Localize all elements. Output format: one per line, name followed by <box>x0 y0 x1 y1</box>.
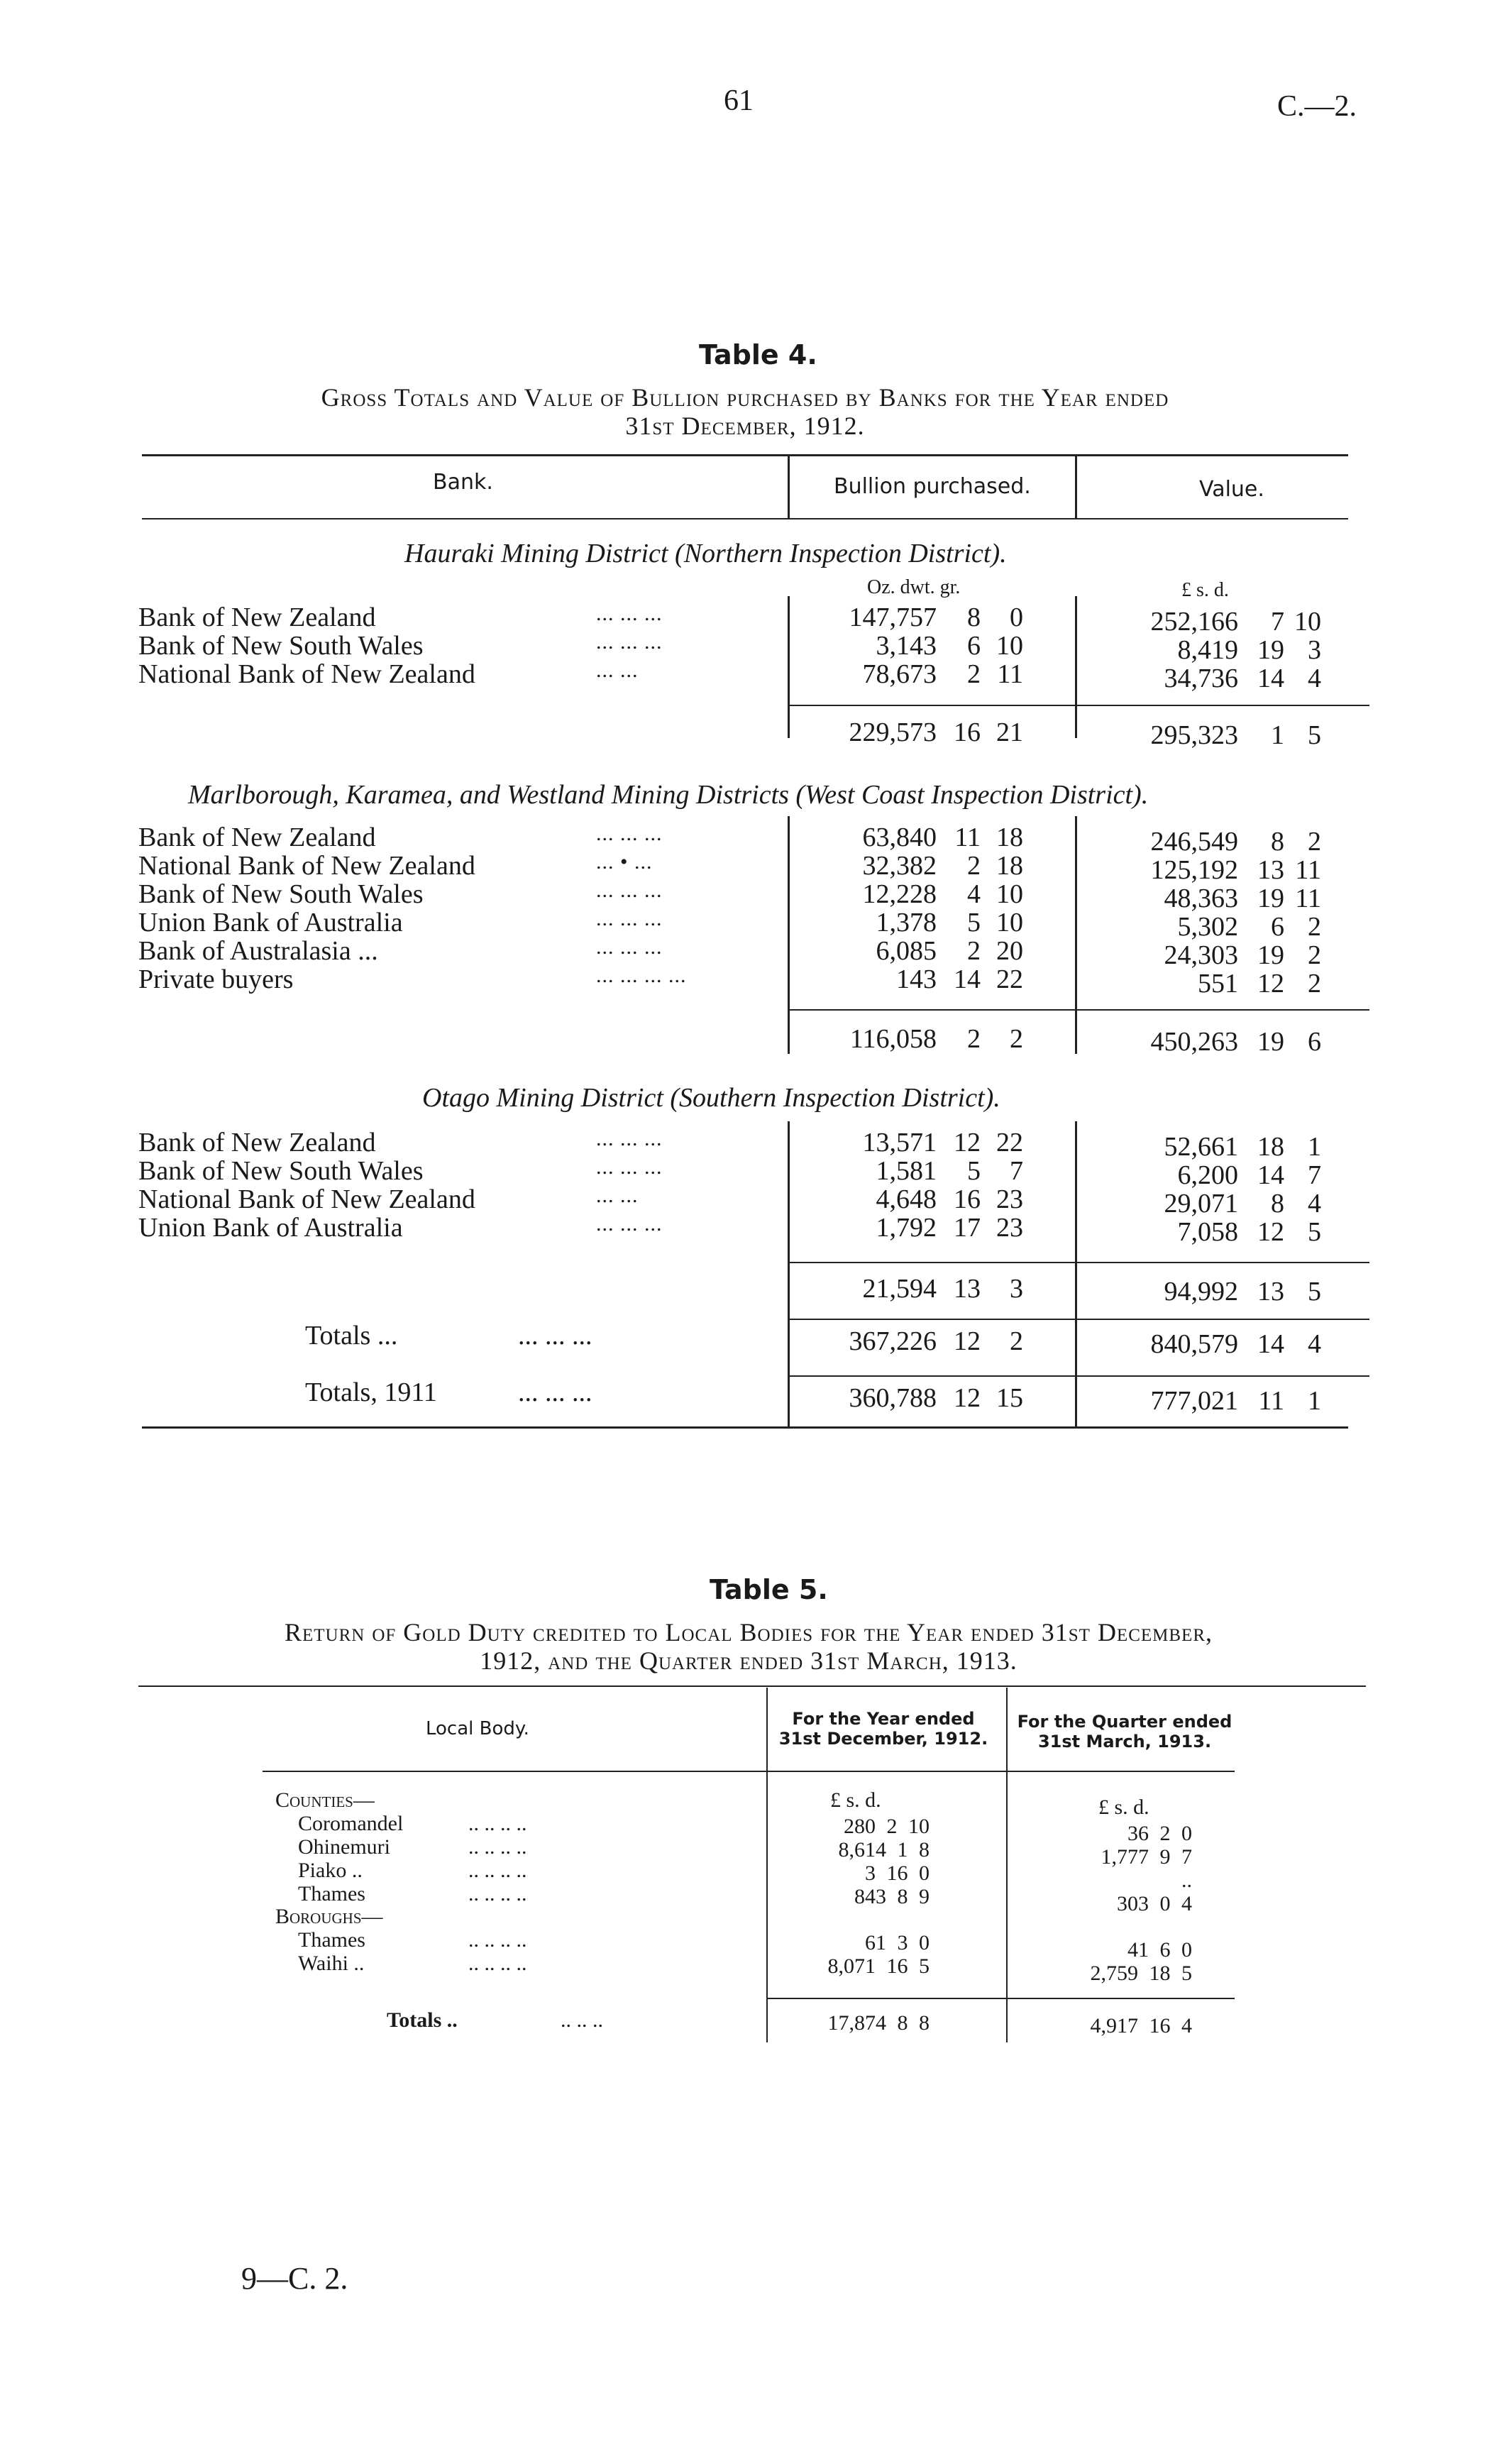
value-shillings: 12 <box>1257 969 1284 999</box>
bullion-dwt: 4 <box>967 879 981 909</box>
totals-1911-dots: ... ... ... <box>518 1377 592 1407</box>
value-pence: 7 <box>1308 1160 1321 1190</box>
value-pounds: 125,192 <box>1150 855 1238 885</box>
subtotal-dwt: 13 <box>954 1274 981 1304</box>
year-duty: 61 3 0 <box>865 1931 930 1954</box>
value-pounds: 8,419 <box>1177 635 1238 665</box>
year-duty: 8,071 16 5 <box>827 1954 930 1978</box>
bullion-dwt: 6 <box>967 631 981 661</box>
table4-col-bullion: Bullion purchased. <box>834 474 1031 499</box>
bank-name: National Bank of New Zealand <box>138 851 475 881</box>
totals-dwt: 12 <box>954 1326 981 1356</box>
totals-1911-gr: 15 <box>996 1383 1023 1413</box>
value-pence: 2 <box>1308 940 1321 970</box>
leader-dots: ... ... ... <box>596 1155 663 1179</box>
table5-totals-label: Totals .. <box>387 2008 458 2032</box>
hauraki-subtotal-rule <box>788 705 1369 706</box>
totals-1911-oz: 360,788 <box>849 1383 937 1413</box>
bullion-oz: 4,648 <box>876 1184 937 1214</box>
table5-col-body: Local Body. <box>426 1718 529 1739</box>
local-body-name: Thames <box>298 1882 365 1905</box>
bullion-oz: 147,757 <box>849 603 937 632</box>
subtotal-pence: 5 <box>1308 1277 1321 1307</box>
bullion-gr: 22 <box>996 964 1023 994</box>
quarter-duty: 36 2 0 <box>1127 1822 1192 1845</box>
totals-oz: 367,226 <box>849 1326 937 1356</box>
quarter-duty: 2,759 18 5 <box>1090 1962 1192 1985</box>
subtotal-oz: 116,058 <box>849 1024 937 1054</box>
table5-units-quarter: £ s. d. <box>1098 1795 1149 1819</box>
bullion-dwt: 11 <box>954 823 981 852</box>
bullion-dwt: 5 <box>967 908 981 937</box>
bullion-oz: 1,581 <box>876 1156 937 1186</box>
bullion-oz: 32,382 <box>862 851 937 881</box>
leader-dots: .. .. .. .. <box>468 1882 527 1905</box>
table5-caption-line1: Return of Gold Duty credited to Local Bodies for the Year ended 31st December, <box>284 1618 1213 1646</box>
table4-head-rule <box>142 518 1348 519</box>
leader-dots: .. .. .. .. <box>468 1812 527 1835</box>
totals-1911-label: Totals, 1911 <box>305 1377 437 1407</box>
bank-name: National Bank of New Zealand <box>138 1184 475 1214</box>
value-pence: 5 <box>1308 1217 1321 1247</box>
value-shillings: 18 <box>1257 1132 1284 1162</box>
leader-dots: ... ... <box>596 1184 639 1207</box>
leader-dots: ... ... ... <box>596 602 663 625</box>
table5-title: Table 5. <box>710 1574 828 1605</box>
bullion-gr: 10 <box>996 631 1023 661</box>
table5-totals-year: 17,874 8 8 <box>827 2011 930 2035</box>
westcoast-divider-1 <box>788 816 790 1054</box>
footer-signature: 9—C. 2. <box>241 2261 348 2296</box>
bank-name: Bank of New Zealand <box>138 823 376 852</box>
bullion-oz: 12,228 <box>862 879 937 909</box>
units-value: £ s. d. <box>1181 579 1229 601</box>
table5-col-year-1: For the Year ended <box>792 1709 975 1729</box>
subtotal-dwt: 2 <box>967 1024 981 1054</box>
table4-bottom-rule <box>142 1426 1348 1429</box>
bullion-gr: 10 <box>996 908 1023 937</box>
value-pounds: 52,661 <box>1164 1132 1238 1162</box>
document-reference: C.—2. <box>1277 90 1357 123</box>
quarter-duty: 41 6 0 <box>1127 1938 1192 1962</box>
subtotal-dwt: 16 <box>954 717 981 747</box>
bank-name: Bank of New South Wales <box>138 1156 424 1186</box>
totals-pounds: 840,579 <box>1150 1329 1238 1359</box>
table5-head-rule <box>263 1771 1235 1772</box>
otago-subtotal-rule <box>788 1262 1369 1263</box>
subtotal-shillings: 13 <box>1257 1277 1284 1307</box>
value-shillings: 13 <box>1257 855 1284 885</box>
value-pounds: 24,303 <box>1164 940 1238 970</box>
value-pounds: 48,363 <box>1164 884 1238 913</box>
leader-dots: ... ... ... <box>596 879 663 902</box>
value-shillings: 14 <box>1257 1160 1284 1190</box>
leader-dots: ... ... ... <box>596 630 663 654</box>
bank-name: Bank of New South Wales <box>138 631 424 661</box>
table4-head-divider-1 <box>788 454 790 518</box>
totals-1911-s: 11 <box>1258 1386 1284 1416</box>
bullion-dwt: 14 <box>954 964 981 994</box>
bullion-oz: 3,143 <box>876 631 937 661</box>
subtotal-pounds: 94,992 <box>1164 1277 1238 1307</box>
totals-rule <box>788 1319 1369 1320</box>
bullion-oz: 6,085 <box>876 936 937 966</box>
leader-dots: .. .. .. .. <box>468 1928 527 1952</box>
subtotal-gr: 3 <box>1010 1274 1023 1304</box>
leader-dots: ... ... ... <box>596 1127 663 1150</box>
quarter-duty: .. <box>1181 1869 1192 1892</box>
bank-name: Bank of New South Wales <box>138 879 424 909</box>
table5-totals-rule <box>766 1998 1235 1999</box>
section-westcoast-heading: Marlborough, Karamea, and Westland Mining Districts (West Coast Inspection District). <box>188 780 1149 810</box>
bank-name: Bank of New Zealand <box>138 1128 376 1157</box>
totals-gr: 2 <box>1010 1326 1023 1356</box>
bullion-oz: 143 <box>896 964 937 994</box>
value-shillings: 8 <box>1271 1189 1284 1219</box>
subtotal-pounds: 295,323 <box>1150 720 1238 750</box>
table5-caption-line2: 1912, and the Quarter ended 31st March, 1913. <box>480 1646 1018 1675</box>
bullion-gr: 0 <box>1010 603 1023 632</box>
bank-name: Union Bank of Australia <box>138 908 403 937</box>
year-duty: 8,614 1 8 <box>838 1838 930 1861</box>
leader-dots: .. .. .. .. <box>468 1952 527 1975</box>
bank-name: Bank of Australasia ... <box>138 936 378 966</box>
bullion-dwt: 2 <box>967 659 981 689</box>
section-otago-heading: Otago Mining District (Southern Inspection District). <box>422 1083 1000 1113</box>
table4-title: Table 4. <box>699 339 817 370</box>
value-pounds: 29,071 <box>1164 1189 1238 1219</box>
value-pence: 1 <box>1308 1132 1321 1162</box>
value-pence: 4 <box>1308 1189 1321 1219</box>
table4-col-value: Value. <box>1199 477 1264 502</box>
leader-dots: ... ... ... <box>596 822 663 845</box>
table4-col-bank: Bank. <box>433 470 493 495</box>
table4-head-divider-2 <box>1075 454 1077 518</box>
table5-col-quarter-2: 31st March, 1913. <box>1037 1732 1212 1751</box>
leader-dots: .. .. .. .. <box>468 1835 527 1859</box>
bullion-dwt: 2 <box>967 936 981 966</box>
value-shillings: 19 <box>1257 940 1284 970</box>
value-pounds: 34,736 <box>1164 664 1238 693</box>
otago-divider-1 <box>788 1121 790 1426</box>
leader-dots: ... ... ... ... <box>596 964 687 987</box>
leader-dots: ... ... <box>596 659 639 682</box>
bullion-gr: 10 <box>996 879 1023 909</box>
value-shillings: 8 <box>1271 827 1284 857</box>
bullion-gr: 7 <box>1010 1156 1023 1186</box>
local-body-name: Waihi .. <box>298 1952 365 1975</box>
bullion-gr: 18 <box>996 851 1023 881</box>
subtotal-pence: 6 <box>1308 1027 1321 1057</box>
table5-top-rule <box>138 1685 1366 1687</box>
totals-s: 14 <box>1257 1329 1284 1359</box>
totals-1911-pounds: 777,021 <box>1150 1386 1238 1416</box>
value-pounds: 252,166 <box>1150 607 1238 637</box>
value-pence: 10 <box>1294 607 1321 637</box>
table5-totals-quarter: 4,917 16 4 <box>1090 2014 1192 2037</box>
bank-name: Bank of New Zealand <box>138 603 376 632</box>
value-shillings: 6 <box>1271 912 1284 942</box>
subtotal-gr: 21 <box>996 717 1023 747</box>
bullion-gr: 23 <box>996 1213 1023 1243</box>
value-pounds: 7,058 <box>1177 1217 1238 1247</box>
local-body-name: Thames <box>298 1928 365 1952</box>
westcoast-divider-2 <box>1075 816 1077 1054</box>
bullion-dwt: 2 <box>967 851 981 881</box>
bullion-oz: 13,571 <box>862 1128 937 1157</box>
value-shillings: 14 <box>1257 664 1284 693</box>
section-hauraki-heading: Hauraki Mining District (Northern Inspection District). <box>404 539 1007 568</box>
value-pounds: 246,549 <box>1150 827 1238 857</box>
value-pence: 4 <box>1308 664 1321 693</box>
leader-dots: .. .. .. .. <box>468 1859 527 1882</box>
bullion-dwt: 12 <box>954 1128 981 1157</box>
bullion-dwt: 8 <box>967 603 981 632</box>
year-duty: 3 16 0 <box>865 1861 930 1885</box>
table5-totals-dots: .. .. .. <box>561 2008 603 2032</box>
units-bullion: Oz. dwt. gr. <box>867 576 961 598</box>
boroughs-label: Boroughs— <box>275 1905 383 1928</box>
subtotal-pounds: 450,263 <box>1150 1027 1238 1057</box>
subtotal-oz: 229,573 <box>849 717 937 747</box>
quarter-duty: 303 0 4 <box>1117 1892 1192 1915</box>
totals-1911-dwt: 12 <box>954 1383 981 1413</box>
bank-name: Private buyers <box>138 964 294 994</box>
bullion-oz: 78,673 <box>862 659 937 689</box>
bank-name: Union Bank of Australia <box>138 1213 403 1243</box>
local-body-name: Ohinemuri <box>298 1835 390 1859</box>
quarter-duty: 1,777 9 7 <box>1101 1845 1192 1869</box>
value-pence: 11 <box>1295 855 1321 885</box>
bullion-gr: 11 <box>997 659 1023 689</box>
year-duty: 843 8 9 <box>854 1885 930 1908</box>
value-pounds: 551 <box>1198 969 1238 999</box>
local-body-name: Piako .. <box>298 1859 363 1882</box>
value-pounds: 6,200 <box>1177 1160 1238 1190</box>
bullion-oz: 1,378 <box>876 908 937 937</box>
bullion-oz: 1,792 <box>876 1213 937 1243</box>
table5-col-quarter-1: For the Quarter ended <box>1017 1712 1232 1732</box>
value-shillings: 19 <box>1257 884 1284 913</box>
westcoast-subtotal-rule <box>788 1009 1369 1011</box>
bullion-gr: 20 <box>996 936 1023 966</box>
counties-label: Counties— <box>275 1788 375 1812</box>
value-pence: 2 <box>1308 827 1321 857</box>
subtotal-pence: 5 <box>1308 720 1321 750</box>
value-shillings: 12 <box>1257 1217 1284 1247</box>
value-pence: 11 <box>1295 884 1321 913</box>
value-shillings: 7 <box>1271 607 1284 637</box>
totals-label: Totals ... <box>305 1321 398 1351</box>
bullion-dwt: 17 <box>954 1213 981 1243</box>
page-number: 61 <box>724 84 754 117</box>
subtotal-oz: 21,594 <box>862 1274 937 1304</box>
year-duty: 280 2 10 <box>844 1815 930 1838</box>
local-body-name: Coromandel <box>298 1812 404 1835</box>
totals-d: 4 <box>1308 1329 1321 1359</box>
bullion-gr: 22 <box>996 1128 1023 1157</box>
value-shillings: 19 <box>1257 635 1284 665</box>
hauraki-divider-1 <box>788 596 790 738</box>
table4-caption-line1: Gross Totals and Value of Bullion purchased by Banks for the Year ended <box>321 383 1169 412</box>
totals-1911-rule <box>788 1375 1369 1377</box>
value-pence: 2 <box>1308 969 1321 999</box>
leader-dots: ... ... ... <box>596 907 663 930</box>
subtotal-shillings: 1 <box>1271 720 1284 750</box>
bullion-oz: 63,840 <box>862 823 937 852</box>
hauraki-divider-2 <box>1075 596 1077 738</box>
totals-1911-d: 1 <box>1308 1386 1321 1416</box>
subtotal-gr: 2 <box>1010 1024 1023 1054</box>
value-pence: 3 <box>1308 635 1321 665</box>
bullion-gr: 23 <box>996 1184 1023 1214</box>
table4-caption-line2: 31st December, 1912. <box>625 412 865 440</box>
value-pounds: 5,302 <box>1177 912 1238 942</box>
bullion-dwt: 5 <box>967 1156 981 1186</box>
bullion-dwt: 16 <box>954 1184 981 1214</box>
leader-dots: ... ... ... <box>596 935 663 959</box>
leader-dots: ... • ... <box>596 850 653 874</box>
bank-name: National Bank of New Zealand <box>138 659 475 689</box>
table5-units-year: £ s. d. <box>830 1788 881 1812</box>
otago-divider-2 <box>1075 1121 1077 1426</box>
table4-top-rule <box>142 454 1348 456</box>
table5-col-year-2: 31st December, 1912. <box>778 1729 988 1749</box>
subtotal-shillings: 19 <box>1257 1027 1284 1057</box>
leader-dots: ... ... ... <box>596 1212 663 1236</box>
value-pence: 2 <box>1308 912 1321 942</box>
bullion-gr: 18 <box>996 823 1023 852</box>
totals-dots: ... ... ... <box>518 1321 592 1351</box>
